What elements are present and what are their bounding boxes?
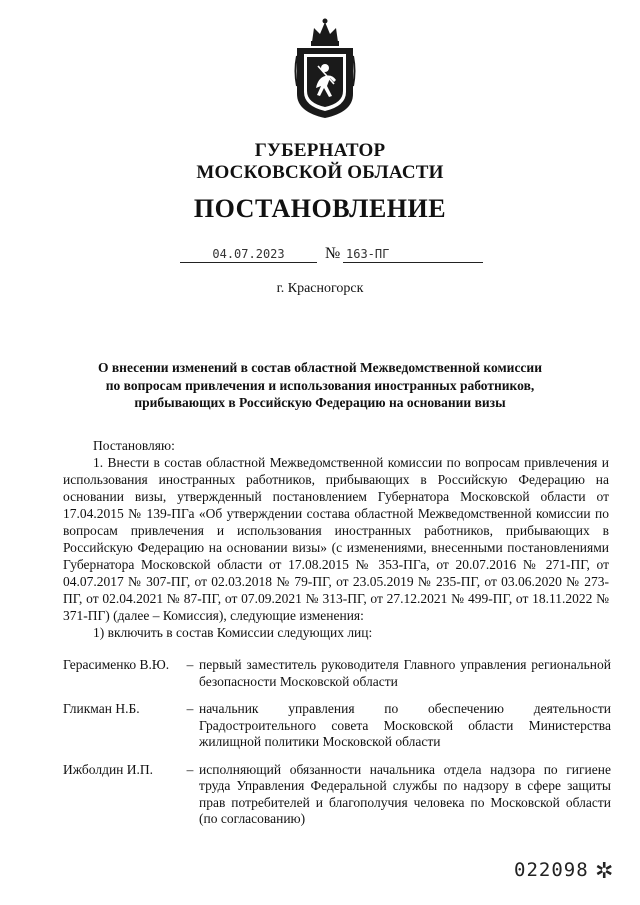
document-date: 04.07.2023 bbox=[180, 246, 317, 263]
decree-word: Постановляю: bbox=[93, 438, 175, 453]
document-body bbox=[63, 437, 609, 641]
document-title bbox=[70, 359, 570, 412]
title-line: прибывающих в Российскую Федерацию на основании визы bbox=[134, 395, 506, 410]
document-type: ПОСТАНОВЛЕНИЕ bbox=[193, 194, 447, 223]
issuer-region: МОСКОВСКОЙ ОБЛАСТИ bbox=[196, 162, 444, 183]
member-dash: – bbox=[186, 701, 194, 716]
member-dash: – bbox=[186, 761, 194, 777]
member-row bbox=[63, 701, 611, 751]
serial-number: 022098 bbox=[514, 859, 589, 881]
title-line: О внесении изменений в состав областной Межведомственной комиссии bbox=[98, 360, 542, 375]
date-number-line bbox=[0, 246, 640, 266]
paragraph-1: 1. Внести в состав областной Межведомственной комиссии по вопросам привлечения и использования иностранных работников, прибывающих в Российскую Федерацию на основании визы, утвержденный постановлением Губернатора Московской области от 17.04.2015 № 139-ПГа «Об утверждении состава областной Межведомственной комиссии по вопросам привлечения и использования иностранных работников, прибывающих в Российскую Федерацию на основании визы» (с изменениями, внесенными постановлениями Губернатора Московской области от 17.08.2015 № 353-ПГа, от 20.07.2016 № 271-ПГ, от 04.07.2017 № 307-ПГ, от 02.03.2018 № 79-ПГ, от 23.05.2019 № 235-ПГ, от 03.06.2020 № 273-ПГ, от 02.04.2021 № 87-ПГ, от 07.09.2021 № 313-ПГ, от 27.12.2021 № 499-ПГ, от 18.11.2022 № 371-ПГ) (далее – Комиссия), следующие изменения: bbox=[63, 455, 609, 623]
member-role: исполняющий обязанности начальника отдела надзора по гигиене труда Управления Федеральной службы по надзору в сфере защиты прав потребителей и благополучия человека по Московской области (по согласованию) bbox=[199, 761, 611, 826]
issuer-title: ГУБЕРНАТОР bbox=[254, 140, 386, 161]
member-dash: – bbox=[186, 657, 194, 672]
member-name: Гликман Н.Б. bbox=[63, 701, 140, 716]
subitem-1: 1) включить в состав Комиссии следующих лиц: bbox=[93, 625, 373, 640]
member-name: Ижболдин И.П. bbox=[63, 761, 154, 777]
member-row bbox=[63, 657, 611, 690]
member-role: первый заместитель руководителя Главного управления региональной безопасности Московской области bbox=[199, 657, 611, 689]
member-name: Герасименко В.Ю. bbox=[63, 657, 170, 672]
number-sign: № bbox=[325, 245, 341, 262]
coat-of-arms-icon bbox=[294, 16, 356, 120]
member-row bbox=[63, 762, 611, 828]
coat-of-arms-emblem bbox=[294, 16, 356, 120]
city: г. Красногорск bbox=[276, 281, 364, 296]
member-list bbox=[63, 657, 611, 828]
member-role: начальник управления по обеспечению деятельности Градостроительного совета Московской области Министерства жилищной политики Московской области bbox=[199, 701, 611, 749]
title-line: по вопросам привлечения и использования иностранных работников, bbox=[105, 377, 535, 393]
asterisk-icon: ✲ bbox=[595, 859, 614, 884]
document-number: 163-ПГ bbox=[343, 246, 483, 263]
